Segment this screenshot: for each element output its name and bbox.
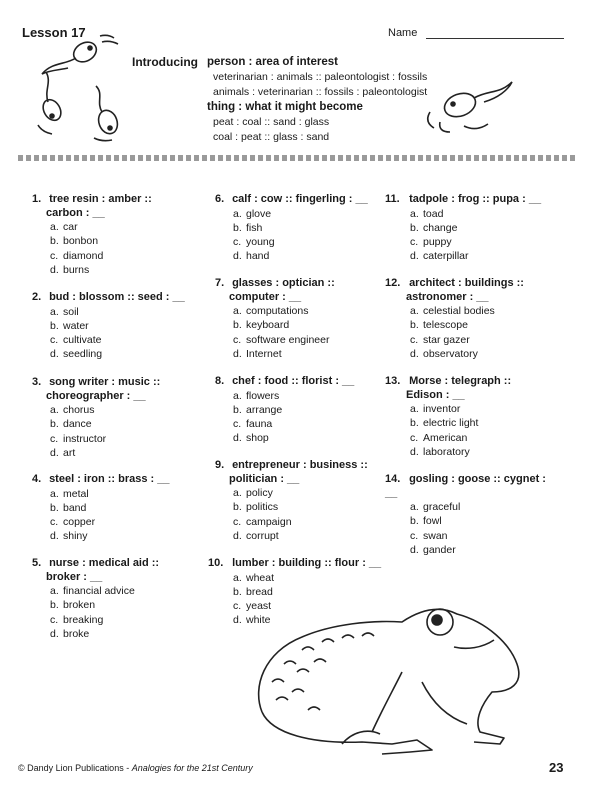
question-stem — [385, 375, 560, 402]
answer-option — [215, 333, 390, 347]
intro-example: veterinarian : animals :: paleontologist : fossils — [213, 71, 428, 83]
intro-example: animals : veterinarian :: fossils : paleontologist — [213, 86, 428, 98]
option-text: water — [63, 319, 89, 332]
option-letter: d. — [50, 446, 59, 459]
answer-option — [385, 221, 560, 235]
option-text: chorus — [63, 404, 95, 416]
answer-option — [32, 347, 207, 361]
question-number: 8. — [215, 375, 225, 387]
question-5 — [32, 557, 207, 641]
answer-option — [385, 207, 560, 221]
answer-option — [32, 446, 207, 460]
option-text: wheat — [246, 571, 275, 584]
option-text: gander — [423, 543, 456, 556]
option-text: cultivate — [63, 334, 102, 347]
option-text: metal — [63, 487, 89, 500]
question-14 — [385, 473, 560, 557]
answer-option — [32, 487, 207, 501]
answer-option — [385, 235, 560, 249]
footer-book-title: Analogies for the 21st Century — [131, 763, 253, 773]
question-11 — [385, 193, 560, 264]
question-number: 14. — [385, 473, 401, 485]
option-text: soil — [63, 305, 79, 318]
answer-option — [32, 220, 207, 234]
question-text-line1: glasses : optician :: — [232, 277, 335, 289]
option-text: bonbon — [63, 235, 99, 248]
question-3 — [32, 376, 207, 460]
question-text-line2: choreographer : __ — [46, 389, 146, 402]
question-7 — [215, 277, 390, 361]
option-letter: b. — [233, 501, 242, 514]
question-stem — [385, 473, 560, 500]
option-letter: a. — [50, 221, 59, 233]
option-letter: c. — [233, 236, 242, 249]
option-text: breaking — [63, 613, 104, 626]
option-letter: a. — [50, 305, 59, 318]
option-letter: c. — [233, 333, 242, 346]
option-letter: c. — [50, 334, 59, 347]
option-letter: b. — [233, 403, 242, 416]
option-text: telescope — [423, 319, 468, 332]
question-number: 10. — [208, 557, 224, 569]
question-text-line1: tadpole : frog :: pupa : __ — [409, 193, 542, 205]
option-letter: d. — [233, 347, 242, 360]
question-text-line1: gosling : goose :: cygnet : __ — [385, 473, 546, 499]
answer-option — [385, 318, 560, 332]
answer-option — [32, 515, 207, 529]
option-letter: b. — [233, 221, 242, 234]
option-text: change — [423, 221, 458, 234]
question-number: 4. — [32, 473, 42, 485]
option-text: keyboard — [246, 319, 290, 332]
question-8 — [215, 375, 390, 446]
answer-option — [385, 500, 560, 514]
answer-option — [215, 304, 390, 318]
option-text: financial advice — [63, 585, 135, 597]
frog-illustration — [242, 592, 542, 757]
option-text: bread — [246, 585, 273, 598]
question-text-line1: bud : blossom :: seed : __ — [49, 291, 185, 303]
answer-option — [32, 584, 207, 598]
answer-option — [32, 501, 207, 515]
option-text: broken — [63, 599, 96, 612]
answer-option — [32, 319, 207, 333]
option-text: copper — [63, 516, 96, 529]
answer-option — [385, 333, 560, 347]
option-text: observatory — [423, 347, 478, 360]
option-text: yeast — [246, 600, 272, 613]
option-text: shiny — [63, 530, 88, 543]
option-letter: d. — [233, 250, 242, 263]
option-letter: d. — [50, 263, 59, 276]
option-letter: d. — [233, 529, 242, 542]
question-text-line2: Edison : __ — [406, 388, 465, 401]
answer-option — [32, 627, 207, 641]
option-letter: a. — [410, 403, 419, 415]
option-letter: d. — [233, 614, 242, 627]
option-text: flowers — [246, 389, 280, 402]
answer-option — [32, 403, 207, 417]
option-letter: b. — [233, 319, 242, 332]
question-number: 11. — [385, 193, 400, 205]
option-text: fowl — [423, 515, 442, 528]
option-letter: c. — [50, 516, 59, 529]
option-text: Internet — [246, 347, 282, 360]
question-9 — [215, 459, 390, 543]
option-letter: a. — [410, 501, 419, 513]
option-text: car — [63, 221, 78, 233]
answer-option — [385, 431, 560, 445]
option-text: toad — [423, 207, 444, 220]
option-letter: a. — [233, 305, 242, 317]
option-letter: d. — [410, 250, 419, 263]
answer-option — [32, 417, 207, 431]
option-text: arrange — [246, 403, 283, 416]
question-stem — [385, 277, 560, 304]
question-stem — [32, 557, 207, 584]
option-letter: b. — [233, 585, 242, 598]
option-letter: a. — [50, 487, 59, 500]
name-blank-line — [426, 38, 564, 39]
option-text: caterpillar — [423, 250, 469, 263]
answer-option — [215, 318, 390, 332]
option-text: star gazer — [423, 333, 470, 346]
option-letter: d. — [50, 530, 59, 543]
question-stem — [215, 193, 390, 207]
answer-option — [385, 543, 560, 557]
answer-option — [385, 304, 560, 318]
question-4 — [32, 473, 207, 544]
question-12 — [385, 277, 560, 361]
tadpoles-illustration-left — [30, 30, 130, 145]
option-letter: d. — [410, 543, 419, 556]
option-text: diamond — [63, 249, 104, 262]
option-text: hand — [246, 250, 270, 263]
option-text: campaign — [246, 515, 292, 528]
intro-example: coal : peat :: glass : sand — [213, 131, 330, 143]
option-letter: c. — [233, 600, 242, 613]
option-text: art — [63, 446, 76, 459]
question-stem — [32, 291, 207, 305]
answer-option — [385, 514, 560, 528]
option-text: celestial bodies — [423, 305, 495, 317]
answer-option — [215, 249, 390, 263]
answer-option — [32, 598, 207, 612]
option-text: American — [423, 431, 468, 444]
question-stem — [385, 193, 560, 207]
question-text-line1: Morse : telegraph :: — [409, 375, 512, 387]
question-stem — [32, 473, 207, 487]
question-text-line1: architect : buildings :: — [409, 277, 524, 289]
option-letter: d. — [410, 347, 419, 360]
question-stem — [215, 459, 390, 486]
option-letter: a. — [50, 585, 59, 597]
option-text: puppy — [423, 236, 452, 249]
option-letter: c. — [410, 236, 419, 249]
question-13 — [385, 375, 560, 459]
lesson-title: Lesson 17 — [22, 25, 86, 40]
answer-option — [385, 249, 560, 263]
question-number: 1. — [32, 193, 42, 205]
answer-option — [215, 500, 390, 514]
question-text-line1: tree resin : amber :: — [49, 193, 152, 205]
option-letter: b. — [50, 418, 59, 431]
question-number: 2. — [32, 291, 42, 303]
option-text: inventor — [423, 403, 461, 415]
answer-option — [32, 613, 207, 627]
option-letter: a. — [410, 207, 419, 220]
question-stem — [32, 376, 207, 403]
question-stem — [215, 375, 390, 389]
question-number: 7. — [215, 277, 225, 289]
option-letter: a. — [233, 487, 242, 499]
option-letter: a. — [410, 305, 419, 317]
answer-option — [215, 417, 390, 431]
intro-block — [207, 55, 427, 145]
question-stem — [208, 557, 383, 571]
section-divider — [18, 155, 576, 161]
answer-option — [215, 486, 390, 500]
option-text: fish — [246, 221, 263, 234]
option-text: software engineer — [246, 333, 330, 346]
question-text-line1: calf : cow :: fingerling : __ — [232, 193, 368, 205]
question-text-line2: computer : __ — [229, 290, 302, 303]
option-letter: c. — [410, 529, 419, 542]
answer-option — [215, 389, 390, 403]
name-label: Name — [388, 27, 418, 39]
answer-option — [215, 347, 390, 361]
option-text: seedling — [63, 348, 103, 361]
option-letter: c. — [50, 249, 59, 262]
option-text: glove — [246, 207, 272, 220]
option-letter: a. — [233, 207, 242, 220]
answer-option — [32, 263, 207, 277]
answer-option — [215, 529, 390, 543]
option-letter: b. — [50, 501, 59, 514]
option-letter: d. — [50, 348, 59, 361]
intro-example: peat : coal :: sand : glass — [213, 116, 330, 128]
option-letter: d. — [50, 627, 59, 640]
answer-option — [32, 333, 207, 347]
option-text: graceful — [423, 501, 461, 513]
question-text-line2: astronomer : __ — [406, 290, 489, 303]
answer-option — [385, 529, 560, 543]
question-text-line1: chef : food :: florist : __ — [232, 375, 355, 387]
question-number: 6. — [215, 193, 225, 205]
option-text: young — [246, 236, 275, 249]
answer-option — [385, 347, 560, 361]
option-text: burns — [63, 263, 90, 276]
option-text: laboratory — [423, 445, 470, 458]
question-2 — [32, 291, 207, 362]
intro-title: Introducing — [132, 55, 198, 69]
option-text: policy — [246, 487, 273, 499]
option-letter: c. — [410, 333, 419, 346]
option-text: shop — [246, 432, 269, 445]
question-number: 3. — [32, 376, 42, 388]
question-text-line1: lumber : building :: flour : __ — [232, 557, 382, 569]
question-6 — [215, 193, 390, 264]
answer-option — [385, 416, 560, 430]
option-letter: b. — [410, 319, 419, 332]
answer-option — [32, 432, 207, 446]
answer-option — [32, 234, 207, 248]
answer-option — [215, 403, 390, 417]
question-text-line1: steel : iron :: brass : __ — [49, 473, 170, 485]
question-text-line1: song writer : music :: — [49, 376, 161, 388]
question-text-line1: entrepreneur : business :: — [232, 459, 368, 471]
option-text: electric light — [423, 417, 479, 430]
answer-option — [215, 235, 390, 249]
option-letter: c. — [233, 515, 242, 528]
option-letter: c. — [410, 431, 419, 444]
option-letter: a. — [233, 389, 242, 402]
question-text-line1: nurse : medical aid :: — [49, 557, 160, 569]
option-text: corrupt — [246, 529, 279, 542]
answer-option — [208, 571, 383, 585]
option-letter: b. — [410, 221, 419, 234]
tadpole-illustration-right — [420, 60, 540, 140]
answer-option — [32, 529, 207, 543]
option-text: swan — [423, 529, 448, 542]
question-number: 12. — [385, 277, 401, 289]
intro-heading-2: thing : what it might become — [207, 101, 363, 113]
intro-heading-1: person : area of interest — [207, 56, 339, 68]
answer-option — [215, 207, 390, 221]
option-letter: a. — [50, 404, 59, 416]
footer-publisher: © Dandy Lion Publications - — [18, 763, 132, 773]
option-letter: d. — [233, 432, 242, 445]
option-letter: c. — [50, 432, 59, 445]
question-1 — [32, 193, 207, 277]
question-stem — [32, 193, 207, 220]
option-letter: b. — [50, 319, 59, 332]
option-text: dance — [63, 418, 92, 431]
option-letter: b. — [50, 235, 59, 248]
option-letter: d. — [410, 445, 419, 458]
answer-option — [385, 402, 560, 416]
question-number: 13. — [385, 375, 401, 387]
answer-option — [215, 221, 390, 235]
answer-option — [215, 431, 390, 445]
option-text: instructor — [63, 432, 107, 445]
page-number: 23 — [549, 760, 564, 775]
option-text: computations — [246, 305, 309, 317]
question-stem — [215, 277, 390, 304]
option-letter: b. — [410, 417, 419, 430]
question-text-line2: politician : __ — [229, 472, 300, 485]
option-letter: a. — [233, 571, 242, 584]
answer-option — [215, 515, 390, 529]
option-letter: b. — [410, 515, 419, 528]
option-text: fauna — [246, 418, 273, 431]
answer-option — [32, 305, 207, 319]
answer-option — [385, 445, 560, 459]
question-text-line2: broker : __ — [46, 570, 103, 583]
option-text: broke — [63, 627, 90, 640]
option-text: white — [246, 614, 271, 627]
question-number: 9. — [215, 459, 225, 471]
question-text-line2: carbon : __ — [46, 206, 105, 219]
question-number: 5. — [32, 557, 42, 569]
option-text: band — [63, 501, 87, 514]
option-letter: b. — [50, 599, 59, 612]
footer-credit — [18, 763, 253, 773]
option-letter: c. — [233, 418, 242, 431]
option-text: politics — [246, 501, 279, 514]
option-letter: c. — [50, 613, 59, 626]
answer-option — [32, 249, 207, 263]
